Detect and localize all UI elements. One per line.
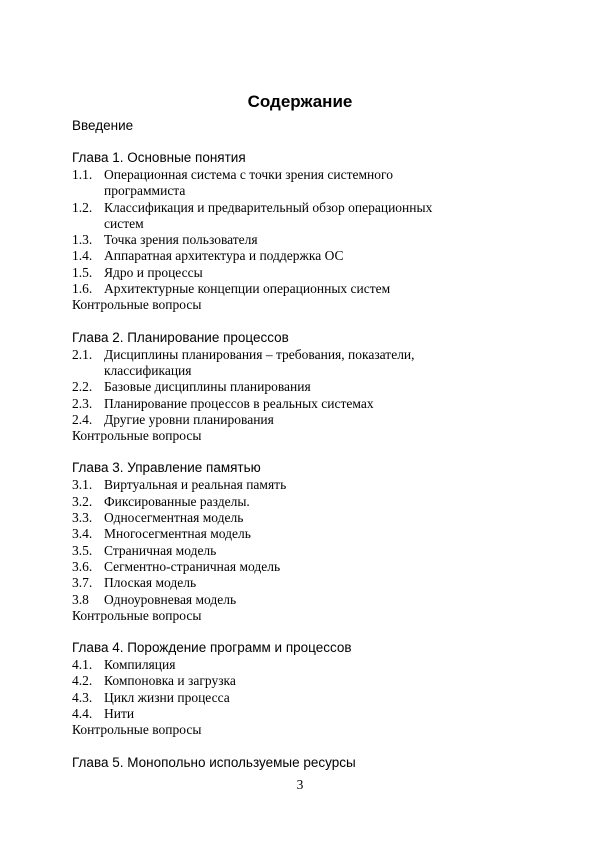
chapter-title: Глава 4. Порождение программ и процессов [72,640,352,656]
toc-item [72,396,532,412]
item-text: Классификация и предварительный обзор операционных систем [104,199,433,231]
toc-item [72,673,532,689]
toc-item [72,200,532,233]
toc-chapter-3 [72,460,532,624]
item-number: 3.2. [72,493,93,509]
item-number: 3.6. [72,558,93,574]
toc-item [72,592,532,608]
toc-item [72,265,532,281]
item-number: 1.2. [72,199,93,215]
item-number: 2.2. [72,379,93,395]
item-number: 3.7. [72,575,93,591]
toc-intro: Введение [72,118,134,133]
chapter-title: Глава 2. Планирование процессов [72,329,289,345]
toc-item [72,232,532,248]
chapter-title: Глава 1. Основные понятия [72,150,246,165]
item-text: Базовые дисциплины планирования [104,379,311,395]
item-text: Страничная модель [104,542,217,558]
item-text: Многосегментная модель [104,526,251,542]
toc-chapter-5 [72,755,532,771]
item-number: 4.3. [72,689,93,705]
toc-item [72,167,532,200]
item-number: 2.1. [72,346,93,362]
item-number: 4.4. [72,706,93,722]
item-number: 4.1. [72,657,93,673]
control-questions: Контрольные вопросы [72,297,202,313]
item-text: Аппаратная архитектура и поддержка ОС [104,248,344,264]
control-questions: Контрольные вопросы [72,607,202,623]
toc-chapter-4 [72,640,532,738]
toc-item [72,510,532,526]
item-number: 3.3. [72,510,93,526]
item-number: 4.2. [72,673,93,689]
toc-item [72,379,532,395]
item-text: Односегментная модель [104,510,244,526]
toc-chapter-1 [72,150,532,314]
item-number: 3.1. [72,477,93,493]
chapter-title: Глава 5. Монопольно используемые ресурсы [72,754,356,770]
item-text: Фиксированные разделы. [104,493,250,509]
chapter-title: Глава 3. Управление памятью [72,460,261,476]
page-number: 3 [296,777,304,792]
item-number: 2.4. [72,411,93,427]
item-text: Одноуровневая модель [104,591,237,607]
item-number: 1.6. [72,281,93,297]
item-text: Цикл жизни процесса [104,689,230,705]
toc-item [72,281,532,297]
table-of-contents [72,92,532,787]
toc-item [72,559,532,575]
item-text: Сегментно-страничная модель [104,558,281,574]
item-text: Другие уровни планирования [104,411,274,427]
item-text: Дисциплины планирования – требования, показатели, классификация [104,346,415,378]
toc-item [72,690,532,706]
item-text: Операционная система с точки зрения системного программиста [104,167,393,199]
item-number: 2.3. [72,395,93,411]
item-text: Плоская модель [104,575,197,591]
item-text: Архитектурные концепции операционных систем [104,281,391,297]
control-questions: Контрольные вопросы [72,722,202,738]
item-text: Виртуальная и реальная память [104,477,287,493]
item-text: Точка зрения пользователя [104,232,258,248]
item-number: 1.5. [72,264,93,280]
item-number: 1.1. [72,167,93,182]
item-text: Компиляция [104,657,176,673]
item-text: Ядро и процессы [104,264,203,280]
toc-item [72,543,532,559]
item-number: 3.5. [72,542,93,558]
toc-item [72,477,532,493]
item-text: Компоновка и загрузка [104,673,236,689]
toc-item [72,494,532,510]
item-number: 1.3. [72,232,93,248]
item-text: Планирование процессов в реальных системах [104,395,374,411]
page-title: Содержание [247,92,353,111]
toc-chapter-2 [72,330,532,445]
toc-item [72,248,532,264]
control-questions: Контрольные вопросы [72,428,202,444]
toc-item [72,347,532,380]
toc-item [72,575,532,591]
toc-item [72,706,532,722]
item-number: 3.8 [72,591,89,607]
item-number: 3.4. [72,526,93,542]
toc-item [72,412,532,428]
toc-item [72,657,532,673]
toc-item [72,526,532,542]
item-text: Нити [104,706,135,722]
item-number: 1.4. [72,248,93,264]
